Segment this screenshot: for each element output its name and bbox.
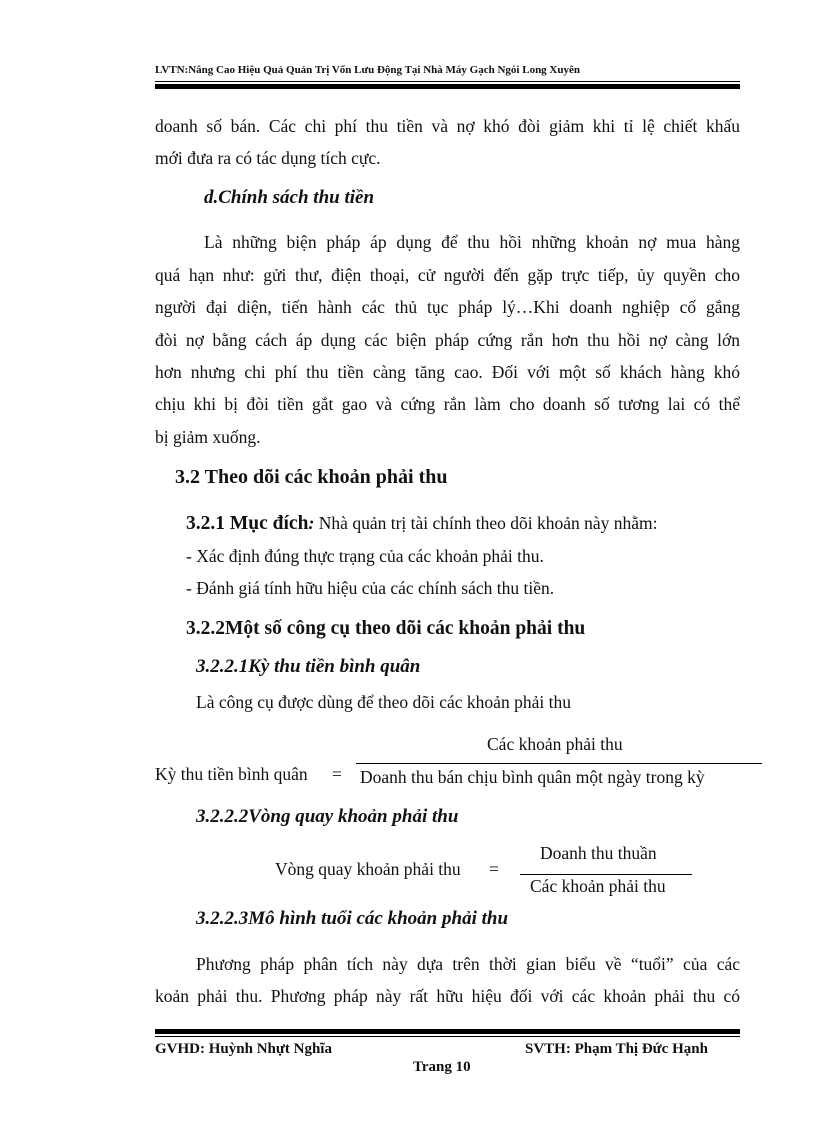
subsection-text: Nhà quản trị tài chính theo dõi khoản này nhằm:	[314, 513, 658, 533]
paragraph-line: bị giảm xuống.	[155, 427, 261, 447]
label-colon: :	[308, 513, 315, 533]
paragraph-line: koản phải thu. Phương pháp này rất hữu hiệu đối với các khoản phải thu có	[155, 986, 740, 1006]
paragraph-line: Là những biện pháp áp dụng để thu hồi những khoản nợ mua hàng	[204, 232, 740, 252]
formula-numerator: Các khoản phải thu	[487, 734, 623, 754]
tool-heading-1: 3.2.2.1Kỳ thu tiền bình quân	[196, 656, 421, 677]
bullet-item: - Đánh giá tính hữu hiệu của các chính sách thu tiền.	[186, 578, 555, 598]
formula-equals: =	[489, 859, 499, 879]
formula-denominator: Các khoản phải thu	[530, 876, 666, 896]
formula-lhs: Kỳ thu tiền bình quân	[155, 764, 308, 784]
paragraph-line: doanh số bán. Các chi phí thu tiền và nợ khó đòi giảm khi tỉ lệ chiết khấu	[155, 116, 740, 136]
paragraph-line: chịu khi bị đòi tiền gắt gao và cứng rắn làm cho doanh số tương lai có thể	[155, 394, 740, 414]
formula-lhs: Vòng quay khoản phải thu	[275, 859, 461, 879]
header-rule-thin	[155, 81, 740, 82]
fraction-bar	[356, 763, 762, 764]
header-rule-thick	[155, 84, 740, 89]
page-number: Trang 10	[413, 1059, 471, 1075]
bullet-item: - Xác định đúng thực trạng của các khoản phải thu.	[186, 546, 544, 566]
footer-student: SVTH: Phạm Thị Đức Hạnh	[525, 1041, 708, 1057]
footer-advisor: GVHD: Huỳnh Nhựt Nghĩa	[155, 1041, 332, 1057]
subsection-label: 3.2.1 Mục đích	[186, 513, 309, 534]
tool-description: Là công cụ được dùng để theo dõi các khoản phải thu	[196, 692, 571, 712]
formula-numerator: Doanh thu thuần	[540, 843, 657, 863]
subsection-3-2-1	[186, 513, 658, 535]
paragraph-line: hơn nhưng chi phí thu tiền càng tăng cao. Đối với một số khách hàng khó	[155, 362, 740, 382]
footer-rule-thick	[155, 1029, 740, 1034]
footer-rule-thin	[155, 1036, 740, 1037]
tool-heading-3: 3.2.2.3Mô hình tuổi các khoản phải thu	[196, 908, 509, 929]
paragraph-line: đòi nợ bằng cách áp dụng các biện pháp cứng rắn hơn thu hồi nợ càng lớn	[155, 330, 740, 350]
subsection-heading-3-2-2: 3.2.2Một số công cụ theo dõi các khoản phải thu	[186, 618, 586, 639]
section-heading-d: d.Chính sách thu tiền	[204, 187, 375, 208]
paragraph-line: mới đưa ra có tác dụng tích cực.	[155, 148, 381, 168]
formula-equals: =	[332, 764, 342, 784]
fraction-bar	[520, 874, 692, 875]
formula-denominator: Doanh thu bán chịu bình quân một ngày trong kỳ	[360, 767, 705, 787]
section-heading-3-2: 3.2 Theo dõi các khoản phải thu	[175, 466, 448, 488]
running-header: LVTN:Nâng Cao Hiệu Quả Quản Trị Vốn Lưu Động Tại Nhà Máy Gạch Ngói Long Xuyên	[155, 64, 580, 76]
paragraph-line: người đại diện, tiến hành các thủ tục pháp lý…Khi doanh nghiệp cố gắng	[155, 297, 740, 317]
paragraph-line: quá hạn như: gửi thư, điện thoại, cử người đến gặp trực tiếp, ủy quyền cho	[155, 265, 740, 285]
tool-heading-2: 3.2.2.2Vòng quay khoản phải thu	[196, 806, 459, 827]
paragraph-line: Phương pháp phân tích này dựa trên thời gian biểu về “tuổi” của các	[196, 954, 740, 974]
